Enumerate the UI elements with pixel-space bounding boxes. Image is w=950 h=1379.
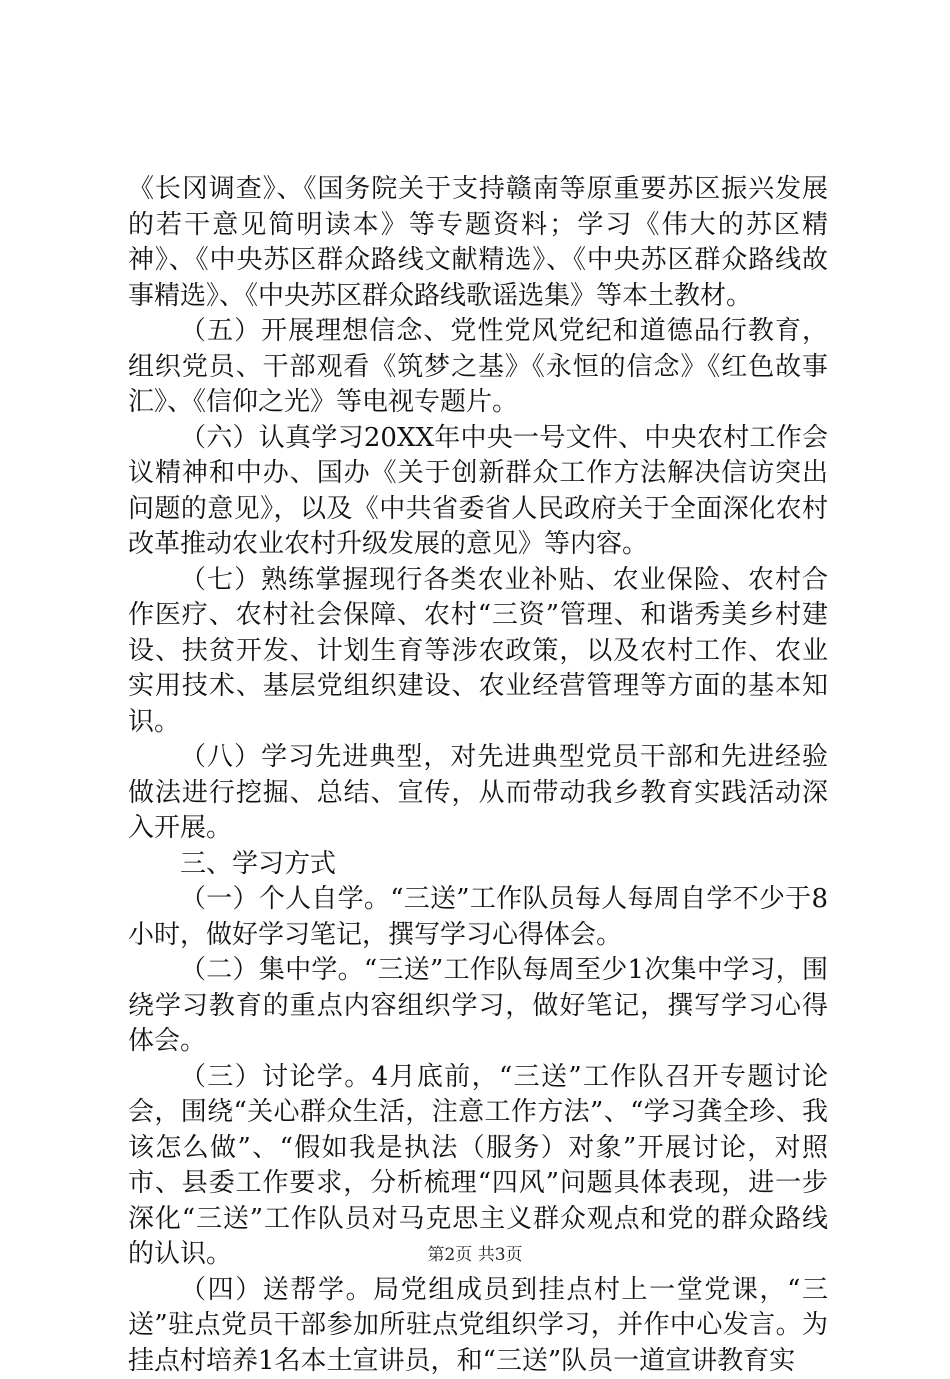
document-body [128,172,828,1379]
paragraph-8: （二）集中学。“三送”工作队每周至少1次集中学习，围绕学习教育的重点内容组织学习，做好笔记，撰写学习心得体会。 [128,953,828,1060]
paragraph-1: 《长冈调查》、《国务院关于支持赣南等原重要苏区振兴发展的若干意见简明读本》等专题资料；学习《伟大的苏区精神》、《中央苏区群众路线文献精选》、《中央苏区群众路线故事精选》、《中央苏区群众路线歌谣选集》等本土教材。 [128,172,828,314]
section-heading-study-methods: 三、学习方式 [128,847,828,883]
paragraph-10: （四）送帮学。局党组成员到挂点村上一堂党课，“三送”驻点党员干部参加所驻点党组织学习，并作中心发言。为挂点村培养1名本土宣讲员，和“三送”队员一道宣讲教育实 [128,1273,828,1379]
paragraph-3: （六）认真学习20XX年中央一号文件、中央农村工作会议精神和中办、国办《关于创新群众工作方法解决信访突出问题的意见》，以及《中共省委省人民政府关于全面深化农村改革推动农业农村升级发展的意见》等内容。 [128,421,828,563]
paragraph-9: （三）讨论学。4月底前，“三送”工作队召开专题讨论会，围绕“关心群众生活，注意工作方法”、“学习龚全珍、我该怎么做”、“假如我是执法（服务）对象”开展讨论，对照市、县委工作要求，分析梳理“四风”问题具体表现，进一步深化“三送”工作队员对马克思主义群众观点和党的群众路线的认识。 [128,1060,828,1273]
paragraph-5: （八）学习先进典型，对先进典型党员干部和先进经验做法进行挖掘、总结、宣传，从而带动我乡教育实践活动深入开展。 [128,740,828,847]
paragraph-2: （五）开展理想信念、党性党风党纪和道德品行教育，组织党员、干部观看《筑梦之基》《永恒的信念》《红色故事汇》、《信仰之光》等电视专题片。 [128,314,828,421]
page-number-footer: 第2页 共3页 [0,1240,950,1265]
paragraph-4: （七）熟练掌握现行各类农业补贴、农业保险、农村合作医疗、农村社会保障、农村“三资”管理、和谐秀美乡村建设、扶贫开发、计划生育等涉农政策，以及农村工作、农业实用技术、基层党组织建设、农业经营管理等方面的基本知识。 [128,563,828,741]
paragraph-7: （一）个人自学。“三送”工作队员每人每周自学不少于8小时，做好学习笔记，撰写学习心得体会。 [128,882,828,953]
